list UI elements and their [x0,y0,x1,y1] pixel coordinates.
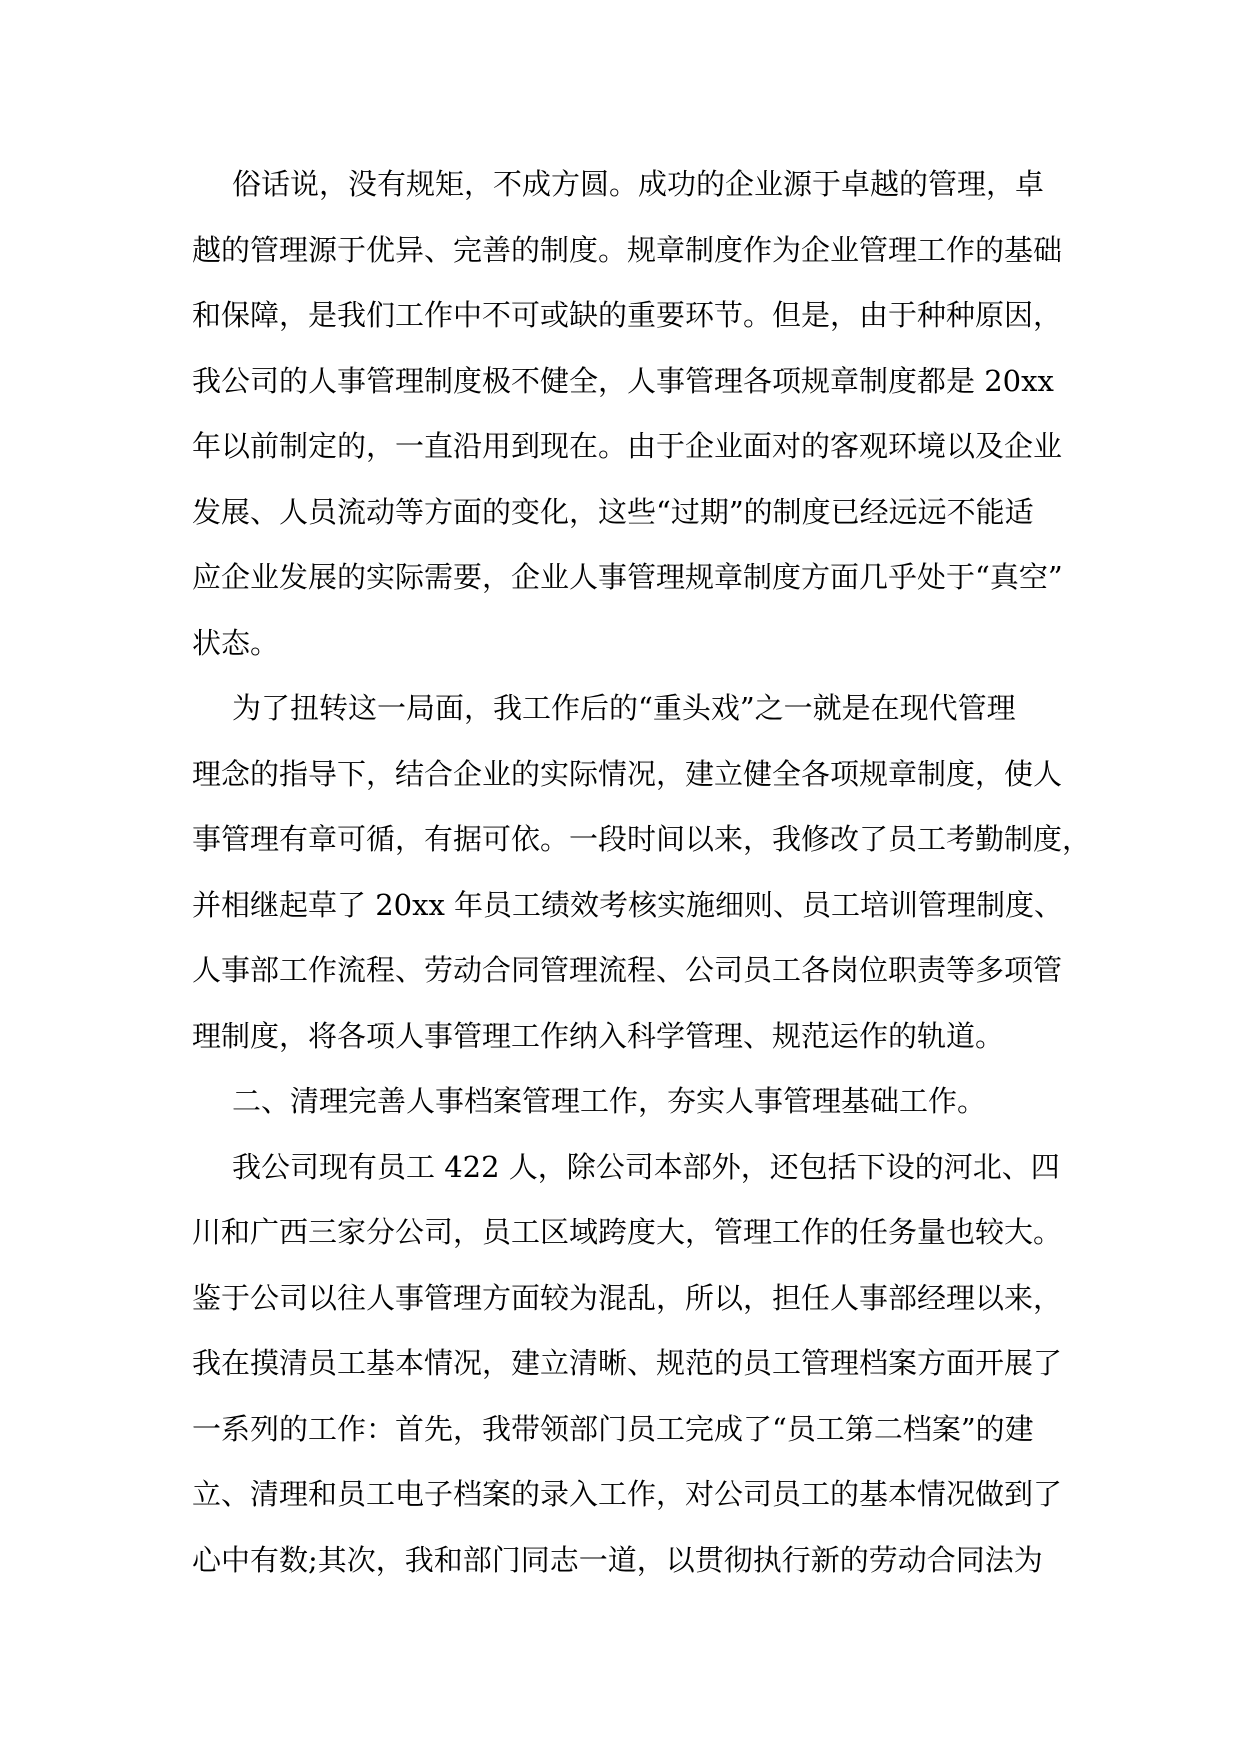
text-line: 事管理有章可循，有据可依。一段时间以来，我修改了员工考勤制度， [192,822,1092,856]
text-line: 应企业发展的实际需要，企业人事管理规章制度方面几乎处于“真空” [192,560,1063,594]
text-line: 心中有数;其次，我和部门同志一道，以贯彻执行新的劳动合同法为 [192,1542,1043,1577]
text-line: 并相继起草了 20xx 年员工绩效考核实施细则、员工培训管理制度、 [192,887,1064,922]
text-line: 我公司的人事管理制度极不健全，人事管理各项规章制度都是 20xx [192,363,1054,398]
text-line: 为了扭转这一局面，我工作后的“重头戏”之一就是在现代管理 [232,691,1016,725]
text-line: 越的管理源于优异、完善的制度。规章制度作为企业管理工作的基础 [192,232,1063,267]
text-line: 川和广西三家分公司，员工区域跨度大，管理工作的任务量也较大。 [192,1215,1063,1249]
section-heading: 二、清理完善人事档案管理工作，夯实人事管理基础工作。 [232,1084,987,1118]
text-line: 立、清理和员工电子档案的录入工作，对公司员工的基本情况做到了 [192,1477,1063,1511]
text-line: 和保障，是我们工作中不可或缺的重要环节。但是，由于种种原因， [192,298,1063,332]
text-line: 鉴于公司以往人事管理方面较为混乱，所以，担任人事部经理以来， [192,1280,1063,1315]
text-line: 一系列的工作：首先，我带领部门员工完成了“员工第二档案”的建 [192,1411,1034,1446]
text-line: 人事部工作流程、劳动合同管理流程、公司员工各岗位职责等多项管 [192,953,1063,987]
text-line: 状态。 [192,625,280,660]
text-line: 俗话说，没有规矩，不成方圆。成功的企业源于卓越的管理，卓 [232,167,1045,201]
text-line: 发展、人员流动等方面的变化，这些“过期”的制度已经远远不能适 [192,494,1034,529]
text-line: 理念的指导下，结合企业的实际情况，建立健全各项规章制度，使人 [192,756,1063,791]
body-text [192,152,1092,1593]
text-line: 理制度，将各项人事管理工作纳入科学管理、规范运作的轨道。 [192,1018,1005,1053]
text-line: 我公司现有员工 422 人，除公司本部外，还包括下设的河北、四 [232,1149,1060,1184]
text-line: 年以前制定的，一直沿用到现在。由于企业面对的客观环境以及企业 [192,429,1063,463]
text-line: 我在摸清员工基本情况，建立清晰、规范的员工管理档案方面开展了 [192,1346,1063,1380]
